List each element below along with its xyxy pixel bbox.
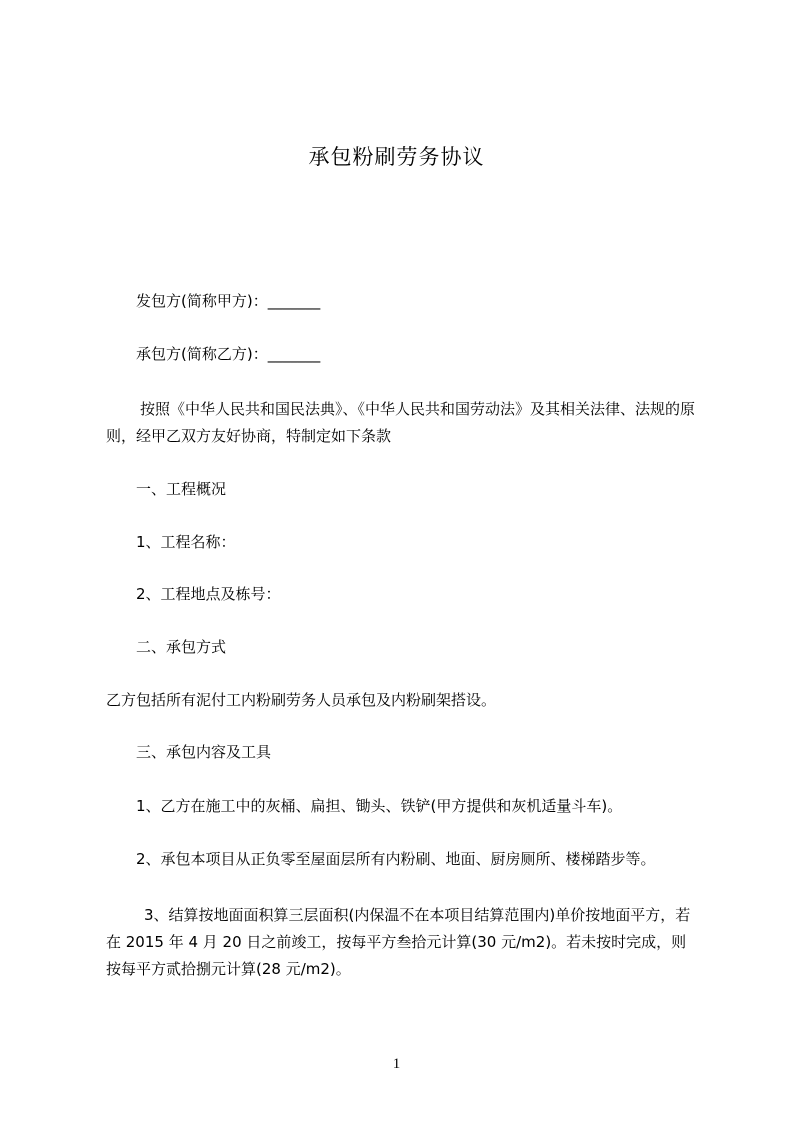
preamble-paragraph: 按照《中华人民共和国民法典》、《中华人民共和国劳动法》及其相关法律、法规的原则，经甲乙双方友好协商，特制定如下条款 bbox=[106, 400, 696, 445]
page-number: 1 bbox=[392, 1056, 401, 1072]
section-2-heading: 二、承包方式 bbox=[136, 638, 227, 656]
section-3-heading: 三、承包内容及工具 bbox=[136, 743, 272, 761]
section-2-text: 乙方包括所有泥付工内粉刷劳务人员承包及内粉刷架搭设。 bbox=[106, 691, 497, 709]
section-3-item-2: 2、承包本项目从正负零至屋面层所有内粉刷、地面、厨房厕所、楼梯踏步等。 bbox=[136, 850, 656, 868]
section-1-heading: 一、工程概况 bbox=[136, 480, 227, 498]
section-1-item-1: 1、工程名称： bbox=[136, 533, 236, 551]
section-3-item-3: 3、结算按地面面积算三层面积(内保温不在本项目结算范围内)单价按地面平方，若在 2015 年 4 月 20 日之前竣工，按每平方叁拾元计算(30 元/m2)。若未按时完成，则按每平方贰拾捌元计算(28 元/m2)。 bbox=[106, 906, 691, 978]
party-b-line: 承包方(简称乙方)：_______ bbox=[136, 345, 321, 363]
section-1-item-2: 2、工程地点及栋号： bbox=[136, 585, 281, 603]
document-title: 承包粉刷劳务协议 bbox=[308, 145, 485, 169]
party-a-line: 发包方(简称甲方)：_______ bbox=[136, 292, 321, 310]
section-3-item-1: 1、乙方在施工中的灰桶、扁担、锄头、铁铲(甲方提供和灰机适量斗车)。 bbox=[136, 797, 623, 815]
